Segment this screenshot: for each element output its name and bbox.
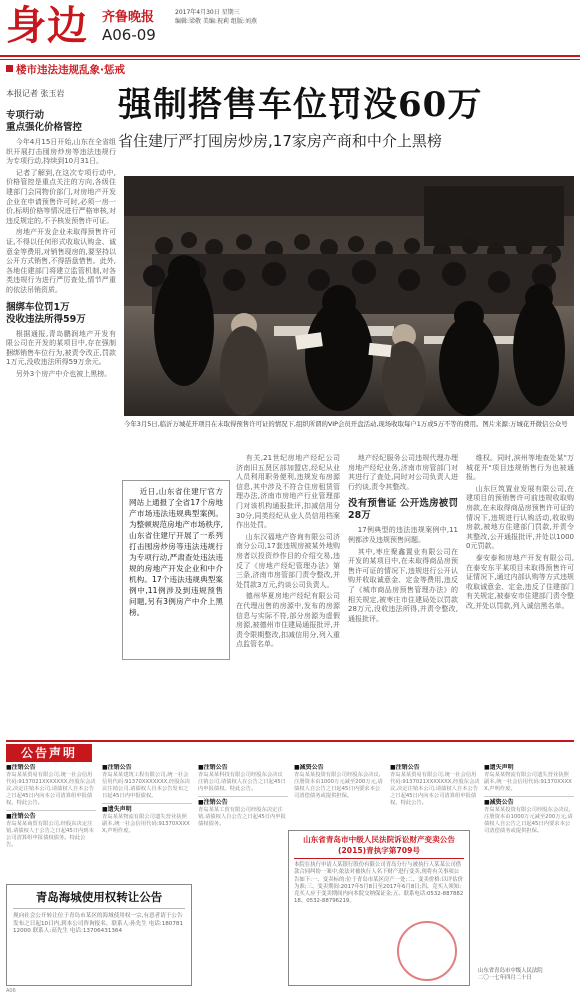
section-label-text: 楼市违法违规乱象·惩戒 xyxy=(16,64,125,76)
date-line: 2017年4月30日 星期三 xyxy=(175,9,240,16)
news-photo xyxy=(124,176,574,416)
notice-item xyxy=(6,813,96,849)
notice-column xyxy=(484,764,574,986)
notice-body: 青岛某某投资有限公司经股东会决议,注册资本由1000万元减至200万元,请债权人自公告之日起45日内要求本公司清偿债务或提供担保。 xyxy=(484,807,573,834)
notice-title: ■注销公告 xyxy=(102,764,132,771)
notice-body: 青岛某某贸易有限公司,统一社会信用代码:9137021XXXXXXX,经股东会决议,决定注销本公司,请债权人自本公告之日起45日内向本公司清算组申报债权。特此公告。 xyxy=(390,772,480,806)
notice-column xyxy=(390,764,480,826)
body-paragraph: 泰安泰和房地产开发有限公司,在泰安东平某项目未取得预售许可证情况下,通过内部认购等方式违规收取诚意金、定金,违反了住建部门有关规定,被泰安市住建部门责令整改,并处以罚款,列入诚信黑名单。 xyxy=(466,553,574,610)
body-paragraph: 地产经纪服务公司违规代理办理房地产经纪业务,济南市房管部门对其进行了查处,同时对公司负责人进行约谈,责令其整改。 xyxy=(348,454,458,491)
body-subheading: 没有预售证 公开选房被罚28万 xyxy=(348,498,458,522)
masthead xyxy=(0,0,580,56)
notice-item xyxy=(484,764,574,793)
notice-item xyxy=(198,764,288,793)
notice-title: ■遗失声明 xyxy=(484,764,514,771)
lead-box xyxy=(122,480,230,660)
transfer-notice-title: 青岛海城使用权转让公告 xyxy=(13,889,185,909)
editors-line: 编辑:梁敬 美编:祝莉 组版:刘燕 xyxy=(175,18,257,25)
side-column xyxy=(6,110,116,381)
notice-title: ■注销公告 xyxy=(390,764,420,771)
court-notice-title: 山东省青岛市中级人民法院诉讼财产变卖公告(2015)青执字第709号 xyxy=(294,834,464,859)
body-paragraph: 其中,枣庄聚鑫置业有限公司在开发的某项目中,在未取得商品房预售许可证的情况下,违规进行公开认购并收取诚意金、定金等费用,违反了《城市商品房预售管理办法》的相关规定,被枣庄市住建局处以罚款28万元,没收违法所得,并责令整改,通报批评。 xyxy=(348,547,458,623)
lead-box-text: 近日,山东省住建厅官方网站上通报了全省17个房地产市场违法违规典型案例。为整顿规范房地产市场秩序,山东省住建厅开展了一系列打击囤房炒房等违法违规行为专项行动,严肃查处违法违规的房地产开发企业和中介机构。17个违法违规典型案例中,11例涉及到违规预售问题,另有3例房产中介上黑榜。 xyxy=(129,487,223,617)
side-heading-line-4: 没收违法所得59万 xyxy=(6,313,86,325)
body-paragraph: 17例典型的违法违规案例中,11例都涉及违规预售问题。 xyxy=(348,526,458,544)
body-column-1 xyxy=(236,454,340,734)
court-signoff-date: 二〇一七年四月二十日 xyxy=(478,975,532,981)
notice-body: 青岛某某商贸有限公司,经股东决定注销,请债权人于公告之日起45日内到本公司清算组申报债权债务。特此公告。 xyxy=(6,821,94,848)
notice-body: 青岛某某建筑工程有限公司,统一社会信用代码:91370XXXXXXX,经股东决议注销公司,请债权人自本公告发布之日起45日内申报债权。 xyxy=(102,772,191,799)
body-paragraph: 山东巨筑置业发展有限公司,在建项目的预销售许可前违规收取购房款,在未取得商品房预售许可证的情况下,违规进行认购活动,收取购房款,被地方住建部门罚款,并责令其整改,公开通报批评,并处以10000元罚款。 xyxy=(466,484,574,551)
crowd-photo-illustration xyxy=(124,176,574,416)
body-paragraph: 维权。同时,滨州等地查处某"万城花开"项目违规销售行为也被通报。 xyxy=(466,454,574,482)
notice-divider-line xyxy=(198,796,288,797)
notice-divider-line xyxy=(102,803,192,804)
notice-body: 青岛某某投资有限公司经股东会决议,注册资本由1000万元减至200万元,请债权人自公告之日起45日内要求本公司清偿债务或提供担保。 xyxy=(294,772,383,799)
notice-body: 青岛某某贸易有限公司,统一社会信用代码:9137021XXXXXXX,经股东会决议,决定注销本公司,请债权人自本公告之日起45日内向本公司清算组申报债权。特此公告。 xyxy=(6,772,96,806)
court-seal-icon xyxy=(397,921,457,981)
side-paragraph: 根据通报,青岛鹏润地产开发有限公司在开发的某项目中,存在强制捆绑销售车位行为,被责令改正,罚款1万元,没收违法所得59万余元。 xyxy=(6,329,116,367)
notice-body: 青岛某某物流有限公司遗失营业执照副本,统一社会信用代码:91370XXXXX,声明作废。 xyxy=(484,772,572,792)
body-paragraph: 有关,21世纪房地产经纪公司济南旧五贤区部加盟店,经纪从业人员利用职务便利,违规发布房源信息,其中涉及不符合住房租赁管理办法,济南市房地产行业管理部门对该机构通报批评,扣减信用分30分,同类经纪从业人员信用档案作出处罚。 xyxy=(236,454,340,530)
photo-caption: 今年3月5日,临沂万城花开项目在未取得预售许可证的情况下,组织所谓的VIP会员开盘活动,现场收取每户1万或5万不等的费用。图片来源:万城花开微信公众号 xyxy=(124,420,568,428)
side-heading-line-1: 专项行动 xyxy=(6,110,45,121)
page-code: A06-09 xyxy=(102,26,156,44)
notice-title: ■注销公告 xyxy=(198,799,228,806)
notice-body: 青岛某某工贸有限公司经股东决定注销,请债权人自公告之日起45日内申报债权债务。 xyxy=(198,807,286,827)
body-column-2 xyxy=(348,454,458,734)
side-paragraph: 记者了解到,在这次专项行动中,价格管控是重点关注的方向,各级住建部门会同物价部门,对房地产开发企业在申请预售许可时,必须一房一价,标明价格等情况进行严格审核,对违反规定的,不予核发预售许可证。 xyxy=(6,168,116,225)
side-paragraph: 另外3个房产中介也被上黑榜。 xyxy=(15,369,112,378)
court-signoff-name: 山东省青岛市中级人民法院 xyxy=(478,968,543,974)
notice-item xyxy=(198,799,288,828)
side-heading xyxy=(6,110,116,134)
section-label xyxy=(6,62,125,77)
page-marker: A06 xyxy=(6,988,16,994)
side-heading-line-2: 重点强化价格管控 xyxy=(6,122,83,133)
notice-title: ■注销公告 xyxy=(6,764,36,771)
court-signoff xyxy=(478,968,574,982)
notice-divider-line xyxy=(484,796,574,797)
side-heading-2 xyxy=(6,302,116,326)
court-notice-body: 本院在执行申请人某银行股份有限公司青岛分行与被执行人某某公司借款合同纠纷一案中,依法对被执行人名下财产进行变卖,现将有关事项公告如下:一、变卖标的:位于青岛市某区房产一处;二、变卖价格:以评估价为准;三、变卖期间:2017年5月8日至2017年6月8日;四、竞买人须知:竞买人应于变卖期间内向本院交纳保证金;五、联系电话:0532-88788218、0532-88796219。 xyxy=(294,862,464,905)
masthead-divider-thin xyxy=(0,59,580,60)
court-notice-box xyxy=(288,830,470,986)
subheadline: 省住建厅严打囤房炒房,17家房产商和中介上黑榜 xyxy=(118,132,442,150)
notice-title: ■注销公告 xyxy=(198,764,228,771)
body-paragraph: 山东汉福地产咨询有限公司济南分公司,17套违规房被某外地购房者以投资炒作目的介绍交易,违反了《房地产经纪管理办法》第三条,济南市房管部门责令整改,并处罚款3万元,约谈公司负责人。 xyxy=(236,532,340,589)
notice-column xyxy=(294,764,384,826)
notice-divider-line xyxy=(6,810,96,811)
notice-divider xyxy=(6,740,574,742)
side-paragraph: 房地产开发企业未取得预售许可证,不得以任何形式收取认购金、诚意金等费用,对销售现房的,要坚持以公开方式销售,不得捂盘惜售。此外,各地住建部门将建立监管机制,对各类违规行为进行严厉查处,情节严重的依法吊销资质。 xyxy=(6,228,116,294)
notice-item xyxy=(390,764,480,807)
notice-item xyxy=(102,806,192,835)
side-heading-line-3: 捆绑车位罚1万 xyxy=(6,301,70,313)
section-title: 身边 xyxy=(6,2,88,49)
notice-body: 青岛某某科技有限公司经股东会决议注销公司,请债权人在公告之日起45日内申报债权。特此公告。 xyxy=(198,772,286,792)
transfer-notice-box xyxy=(6,884,192,986)
notice-title: ■减资公告 xyxy=(294,764,324,771)
notice-item xyxy=(6,764,96,807)
notice-column xyxy=(198,764,288,986)
notice-item xyxy=(102,764,192,800)
byline: 本报记者 张玉岩 xyxy=(6,89,65,98)
masthead-meta xyxy=(175,8,257,26)
side-paragraph: 今年4月15日开始,山东在全省组织开展打击囤房炒房等违法违规行为专项行动,持续到10月31日。 xyxy=(6,138,116,166)
headline: 强制搭售车位罚没60万 xyxy=(118,85,483,125)
notice-body: 青岛某某物流有限公司遗失营业执照副本,统一社会信用代码:91370XXXXX,声明作废。 xyxy=(102,814,190,834)
body-column-3 xyxy=(466,454,574,734)
masthead-divider xyxy=(0,55,580,57)
transfer-notice-body: 现向社会公开转让位于青岛市某区的海域使用权一宗,有意者请于公告发布之日起10日内,到本公司咨询报名。联系人:孙先生 电话:18078112000 联系人:高先生 电话:13706431364 xyxy=(13,913,184,935)
paper-name: 齐鲁晚报 xyxy=(102,10,155,25)
notice-item xyxy=(294,764,384,800)
notice-header: 公告声明 xyxy=(6,744,92,762)
notice-title: ■注销公告 xyxy=(6,813,36,820)
notice-item xyxy=(484,799,574,835)
notice-title: ■减资公告 xyxy=(484,799,514,806)
square-icon xyxy=(6,65,13,72)
notice-title: ■遗失声明 xyxy=(102,806,132,813)
body-paragraph: 德州华夏房地产经纪有限公司在代理出售的房源中,发布的房源信息与实际不符,部分房源为虚假房源,被德州市住建局通报批评,并责令限期整改,扣减信用分,列入重点监管名单。 xyxy=(236,592,340,649)
